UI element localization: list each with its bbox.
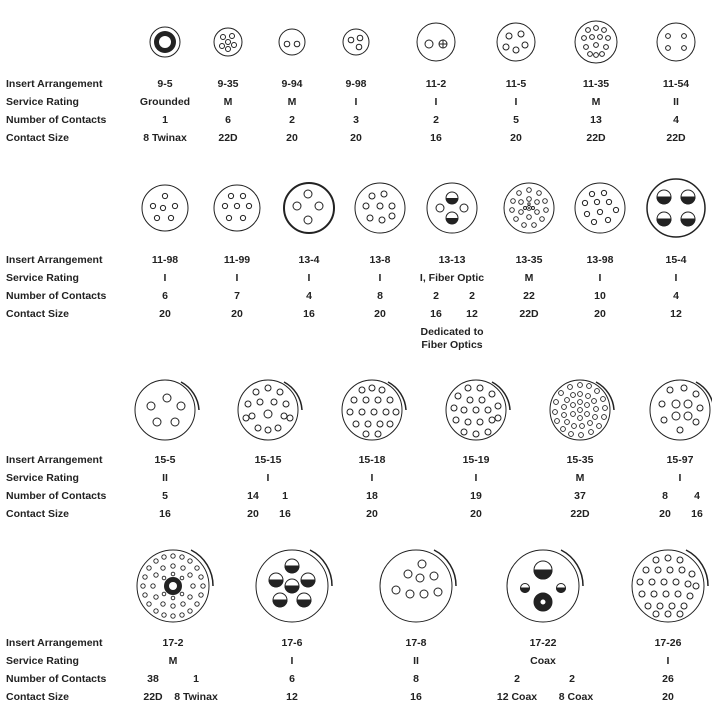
service-rating-value: M — [591, 96, 601, 108]
contact-size-value: 20 — [594, 308, 606, 320]
label-insert-arrangement: Insert Arrangement — [6, 454, 103, 466]
service-rating-value: Coax — [530, 655, 556, 667]
insert-diagram-13-35 — [501, 180, 557, 236]
contacts-value: 6 — [289, 673, 295, 685]
insert-diagram-11-99 — [211, 182, 263, 234]
contact-size-value: 12 Coax — [496, 691, 538, 703]
service-rating-value: I — [474, 472, 478, 484]
contact-size-value: 8 Twinax — [143, 132, 187, 144]
insert-diagram-15-19 — [440, 374, 512, 446]
contact-size-value: 20 — [231, 308, 243, 320]
contact-size-value: 16 — [303, 308, 315, 320]
insert-diagram-15-5 — [129, 374, 201, 446]
insert-diagram-13-4 — [281, 180, 337, 236]
insert-diagram-11-35 — [572, 18, 620, 66]
label-contact-size: Contact Size — [6, 132, 70, 144]
insert-arrangement-value: 13-8 — [369, 254, 391, 266]
insert-arrangement-value: 13-13 — [438, 254, 466, 266]
contact-size-value: 16 — [410, 691, 422, 703]
service-rating-value: M — [168, 655, 178, 667]
contacts-value: 37 — [574, 490, 586, 502]
insert-diagram-11-5 — [494, 20, 538, 64]
service-rating-value: I — [666, 655, 670, 667]
insert-arrangement-value: 15-97 — [666, 454, 694, 466]
insert-arrangement-value: 15-4 — [665, 254, 687, 266]
service-rating-value: II — [673, 96, 679, 108]
contact-size-value: 22D — [586, 132, 606, 144]
contacts-value: 8 — [662, 490, 668, 502]
label-service-rating: Service Rating — [6, 272, 79, 284]
contacts-value: 2 — [514, 673, 520, 685]
insert-diagram-17-8 — [374, 544, 458, 628]
insert-arrangement-value: 9-94 — [281, 78, 303, 90]
service-rating-value: I — [163, 272, 167, 284]
contact-size-value: 22D — [570, 508, 590, 520]
service-rating-value: I — [266, 472, 270, 484]
service-rating-value: Grounded — [139, 96, 191, 108]
service-rating-value: I — [674, 272, 678, 284]
contacts-value: 18 — [366, 490, 378, 502]
service-rating-value: I — [370, 472, 374, 484]
service-rating-value: M — [575, 472, 585, 484]
contact-size-value: 20 — [374, 308, 386, 320]
contact-size-value: 22D — [218, 132, 238, 144]
label-contact-size: Contact Size — [6, 508, 70, 520]
insert-diagram-9-98 — [340, 26, 372, 58]
label-insert-arrangement: Insert Arrangement — [6, 78, 103, 90]
contact-size-value: 20 — [662, 691, 674, 703]
contacts-value: 19 — [470, 490, 482, 502]
contacts-value: 2 — [433, 290, 439, 302]
insert-diagram-17-26 — [626, 544, 710, 628]
contacts-value: 6 — [162, 290, 168, 302]
service-rating-value: I — [514, 96, 518, 108]
insert-arrangement-value: 17-6 — [281, 637, 303, 649]
service-rating-value: I — [598, 272, 602, 284]
contact-size-value: 16 — [279, 508, 291, 520]
insert-row-1 — [0, 0, 712, 150]
label-number-of-contacts: Number of Contacts — [6, 114, 107, 126]
insert-arrangement-value: 11-35 — [582, 78, 610, 90]
insert-arrangement-value: 11-2 — [425, 78, 447, 90]
contacts-value: 8 — [377, 290, 383, 302]
service-rating-value: I — [354, 96, 358, 108]
insert-arrangement-value: 17-26 — [654, 637, 682, 649]
insert-diagram-15-15 — [232, 374, 304, 446]
insert-arrangement-value: 17-22 — [529, 637, 557, 649]
contacts-value: 4 — [673, 290, 679, 302]
service-rating-value: II — [413, 655, 419, 667]
contacts-value: 1 — [162, 114, 168, 126]
service-rating-value: I — [307, 272, 311, 284]
insert-arrangement-value: 17-8 — [405, 637, 427, 649]
label-service-rating: Service Rating — [6, 655, 79, 667]
contact-size-value: 22D — [666, 132, 686, 144]
service-rating-value: M — [223, 96, 233, 108]
insert-diagram-17-6 — [250, 544, 334, 628]
insert-diagram-15-4 — [644, 176, 708, 240]
service-rating-value: M — [287, 96, 297, 108]
insert-diagram-9-94 — [276, 26, 308, 58]
insert-diagram-9-35 — [212, 26, 244, 58]
label-service-rating: Service Rating — [6, 96, 79, 108]
contact-size-value: 12 — [286, 691, 298, 703]
contact-size-value: 12 — [466, 308, 478, 320]
insert-arrangement-value: 17-2 — [162, 637, 184, 649]
insert-diagram-11-98 — [139, 182, 191, 234]
contact-size-value: 20 — [470, 508, 482, 520]
contact-size-value: 20 — [247, 508, 259, 520]
insert-arrangement-value: 15-35 — [566, 454, 594, 466]
contact-size-value: 20 — [286, 132, 298, 144]
contacts-value: 26 — [662, 673, 674, 685]
label-number-of-contacts: Number of Contacts — [6, 290, 107, 302]
contacts-value: 13 — [590, 114, 602, 126]
contacts-value: 5 — [162, 490, 168, 502]
label-number-of-contacts: Number of Contacts — [6, 673, 107, 685]
contacts-value: 38 — [147, 673, 159, 685]
insert-arrangement-value: 11-54 — [662, 78, 690, 90]
contacts-value: 8 — [413, 673, 419, 685]
service-rating-value: I, Fiber Optic — [419, 272, 485, 284]
label-insert-arrangement: Insert Arrangement — [6, 637, 103, 649]
insert-row-2 — [0, 170, 712, 360]
insert-arrangement-value: 11-5 — [505, 78, 527, 90]
contacts-value: 2 — [433, 114, 439, 126]
insert-arrangement-value: 15-5 — [154, 454, 176, 466]
label-contact-size: Contact Size — [6, 308, 70, 320]
contacts-value: 4 — [673, 114, 679, 126]
insert-arrangement-value: 15-15 — [254, 454, 282, 466]
insert-arrangement-value: 13-35 — [515, 254, 543, 266]
insert-arrangement-value: 11-98 — [151, 254, 179, 266]
service-rating-value: I — [290, 655, 294, 667]
contacts-value: 5 — [513, 114, 519, 126]
service-rating-value: I — [378, 272, 382, 284]
contacts-value: 7 — [234, 290, 240, 302]
label-number-of-contacts: Number of Contacts — [6, 490, 107, 502]
insert-diagram-11-2 — [414, 20, 458, 64]
insert-diagram-15-97 — [644, 374, 712, 446]
contact-size-value: 16 — [430, 132, 442, 144]
contacts-value: 1 — [193, 673, 199, 685]
service-rating-value: I — [434, 96, 438, 108]
contacts-value: 4 — [694, 490, 700, 502]
contact-size-value: 12 — [670, 308, 682, 320]
contact-size-value: 20 — [659, 508, 671, 520]
contacts-value: 2 — [289, 114, 295, 126]
contact-size-value: 20 — [350, 132, 362, 144]
contact-size-value: 8 Twinax — [174, 691, 218, 703]
insert-diagram-11-54 — [654, 20, 698, 64]
contact-size-value: 20 — [159, 308, 171, 320]
service-rating-value: I — [235, 272, 239, 284]
contacts-value: 3 — [353, 114, 359, 126]
service-rating-value: I — [678, 472, 682, 484]
insert-diagram-15-35 — [544, 374, 616, 446]
contacts-value: 2 — [469, 290, 475, 302]
insert-arrangement-value: 9-98 — [345, 78, 367, 90]
contact-size-value: 16 — [691, 508, 703, 520]
service-rating-value: M — [524, 272, 534, 284]
insert-diagram-15-18 — [336, 374, 408, 446]
contacts-value: 4 — [306, 290, 312, 302]
contacts-value: 1 — [282, 490, 288, 502]
contact-size-value: 22D — [519, 308, 539, 320]
insert-diagram-17-2 — [131, 544, 215, 628]
label-service-rating: Service Rating — [6, 472, 79, 484]
fiber-optics-note: Dedicated to Fiber Optics — [420, 326, 484, 351]
contacts-value: 2 — [569, 673, 575, 685]
insert-diagram-9-5 — [147, 24, 183, 60]
contacts-value: 6 — [225, 114, 231, 126]
contact-size-value: 20 — [366, 508, 378, 520]
contact-size-value: 20 — [510, 132, 522, 144]
insert-arrangement-value: 13-4 — [298, 254, 320, 266]
insert-arrangement-value: 9-5 — [157, 78, 173, 90]
insert-arrangement-value: 15-18 — [358, 454, 386, 466]
insert-arrangement-value: 15-19 — [462, 454, 490, 466]
label-contact-size: Contact Size — [6, 691, 70, 703]
contact-size-value: 8 Coax — [558, 691, 594, 703]
label-insert-arrangement: Insert Arrangement — [6, 254, 103, 266]
insert-arrangement-value: 13-98 — [586, 254, 614, 266]
insert-arrangement-value: 11-99 — [223, 254, 251, 266]
contact-size-value: 16 — [159, 508, 171, 520]
contact-size-value: 22D — [143, 691, 163, 703]
insert-row-3 — [0, 370, 712, 530]
contacts-value: 10 — [594, 290, 606, 302]
insert-arrangement-value: 9-35 — [217, 78, 239, 90]
insert-diagram-17-22 — [501, 544, 585, 628]
contact-size-value: 16 — [430, 308, 442, 320]
insert-diagram-13-98 — [572, 180, 628, 236]
insert-diagram-13-8 — [352, 180, 408, 236]
contacts-value: 22 — [523, 290, 535, 302]
insert-diagram-13-13 — [424, 180, 480, 236]
service-rating-value: II — [162, 472, 168, 484]
contacts-value: 14 — [247, 490, 259, 502]
insert-row-4 — [0, 540, 712, 714]
